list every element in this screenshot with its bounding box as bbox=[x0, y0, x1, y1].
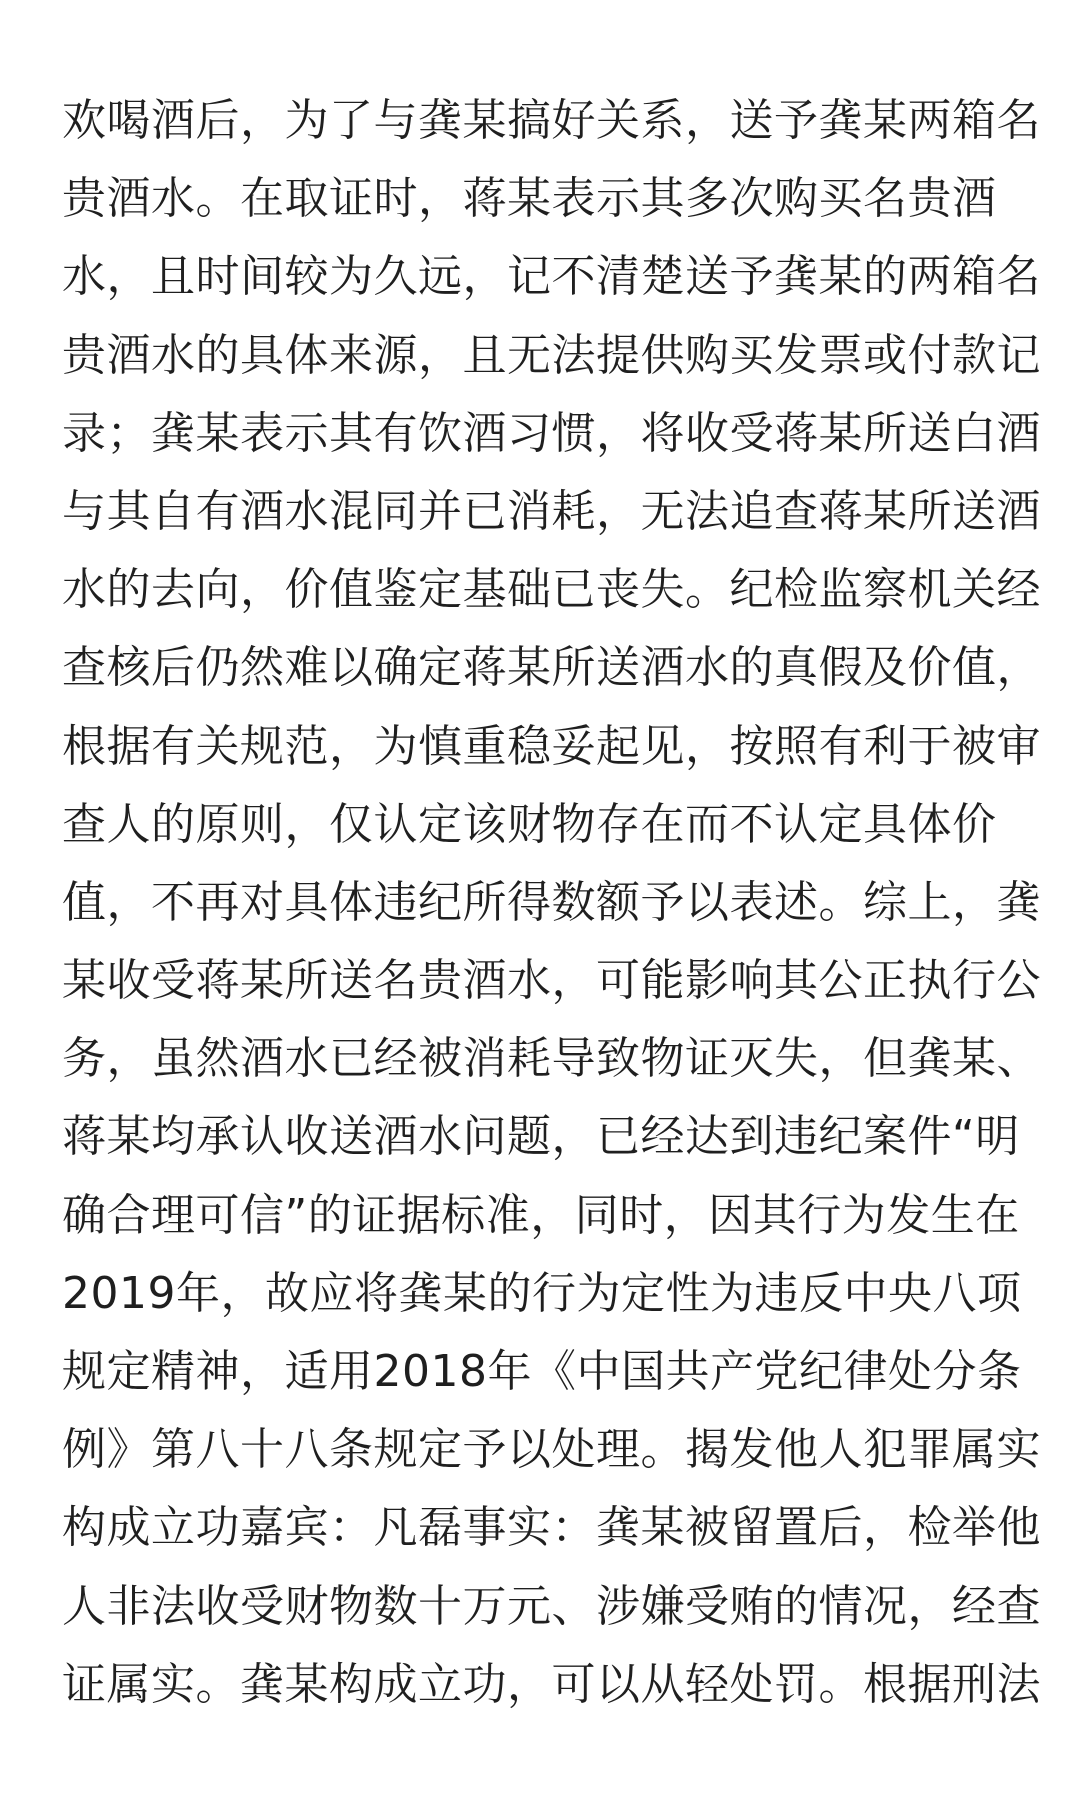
text-line: 2019年，故应将龚某的行为定性为违反中央八项 bbox=[62, 1267, 1022, 1319]
text-line: 值，不再对具体违纪所得数额予以表述。综上，龚 bbox=[62, 876, 1041, 928]
text-line: 水的去向，价值鉴定基础已丧失。纪检监察机关经 bbox=[62, 564, 1041, 616]
text-line: 例》第八十八条规定予以处理。揭发他人犯罪属实 bbox=[62, 1424, 1041, 1476]
text-line: 蒋某均承认收送酒水问题，已经达到违纪案件“明 bbox=[62, 1111, 1020, 1163]
text-line: 与其自有酒水混同并已消耗，无法追查蒋某所送酒 bbox=[62, 485, 1041, 537]
article-body bbox=[62, 82, 1041, 1724]
text-line: 构成立功嘉宾：凡磊事实：龚某被留置后，检举他 bbox=[62, 1502, 1041, 1554]
text-line: 录；龚某表示其有饮酒习惯，将收受蒋某所送白酒 bbox=[62, 407, 1041, 459]
text-line: 规定精神，适用2018年《中国共产党纪律处分条 bbox=[62, 1346, 1022, 1397]
text-line: 查核后仍然难以确定蒋某所送酒水的真假及价值， bbox=[62, 642, 1041, 694]
text-line: 水，且时间较为久远，记不清楚送予龚某的两箱名 bbox=[62, 251, 1041, 303]
text-line: 人非法收受财物数十万元、涉嫌受贿的情况，经查 bbox=[62, 1580, 1041, 1632]
text-line: 贵酒水的具体来源，且无法提供购买发票或付款记 bbox=[62, 329, 1041, 381]
text-line: 贵酒水。在取证时，蒋某表示其多次购买名贵酒 bbox=[62, 173, 997, 225]
text-line: 务，虽然酒水已经被消耗导致物证灭失，但龚某、 bbox=[62, 1033, 1041, 1085]
text-line: 确合理可信”的证据标准，同时，因其行为发生在 bbox=[62, 1189, 1020, 1241]
text-line: 根据有关规范，为慎重稳妥起见，按照有利于被审 bbox=[62, 720, 1041, 772]
text-line: 证属实。龚某构成立功，可以从轻处罚。根据刑法 bbox=[62, 1658, 1041, 1710]
text-line: 查人的原则，仅认定该财物存在而不认定具体价 bbox=[62, 798, 997, 850]
text-line: 某收受蒋某所送名贵酒水，可能影响其公正执行公 bbox=[62, 955, 1041, 1007]
text-line: 欢喝酒后，为了与龚某搞好关系，送予龚某两箱名 bbox=[62, 95, 1041, 146]
